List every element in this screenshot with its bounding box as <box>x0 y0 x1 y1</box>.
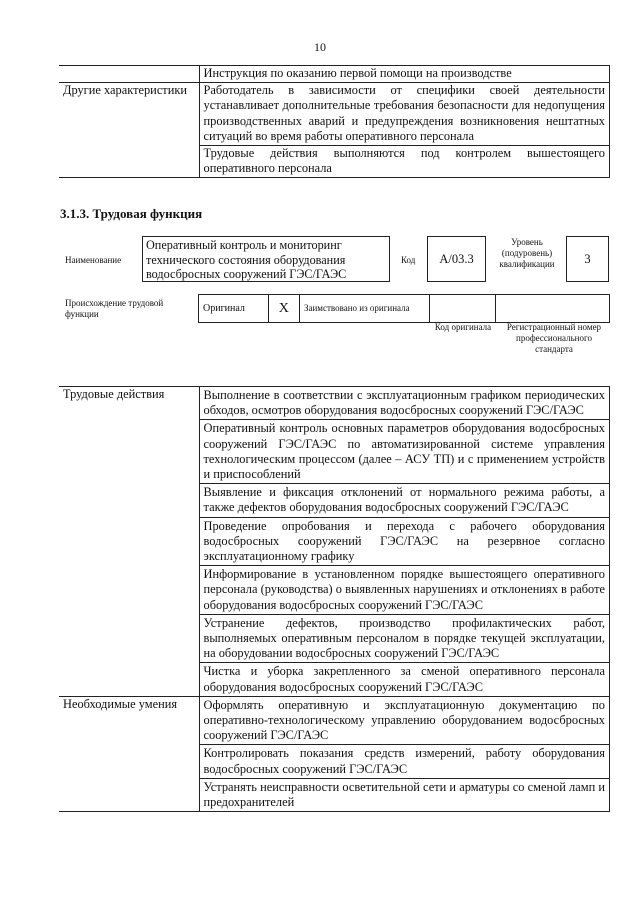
code-original-label: Код оригинала <box>434 322 492 332</box>
skills-label: Необходимые умения <box>59 696 199 811</box>
labor-action: Выявление и фиксация отклонений от нормального режима работы, а также дефектов оборудования водосбросных сооружений ГЭС/ГАЭС <box>199 484 610 517</box>
skill: Оформлять оперативную и эксплуатационную документацию по оперативно-технологическому управлению оборудованием водосбросных сооружений ГЭС/ГАЭС <box>199 696 610 745</box>
origin-label: Происхождение трудовой функции <box>65 298 164 319</box>
labor-actions-label: Трудовые действия <box>59 387 199 697</box>
function-details-table <box>59 386 610 812</box>
labor-action: Чистка и уборка закрепленного за сменой оперативного персонала оборудования водосбросных сооружений ГЭС/ГАЭС <box>199 663 610 696</box>
other-characteristics-label: Другие характеристики <box>59 82 199 177</box>
registration-cell <box>495 295 609 323</box>
section-title: 3.1.3. Трудовая функция <box>60 206 203 221</box>
table-row <box>59 696 610 745</box>
row-text: Работодатель в зависимости от специфики своей деятельности устанавливает дополнительные требования безопасности для недопущения производственных аварий и предупреждения возникновения нештатных ситуаций во время работы оперативного персонала <box>199 82 610 145</box>
code-original-cell <box>430 295 496 323</box>
row-text: Трудовые действия выполняются под контролем вышестоящего оперативного персонала <box>199 145 610 177</box>
level-value-box: 3 <box>566 236 609 282</box>
labor-action: Информирование в установленном порядке вышестоящего оперативного персонала (руководства) о выявленных нарушениях и отклонениях в работе оборудования водосбросных сооружений ГЭС/ГАЭС <box>199 566 610 615</box>
name-label: Наименование <box>65 255 122 265</box>
labor-action: Устранение дефектов, производство профилактических работ, выполняемых оперативным персоналом в порядке текущей эксплуатации, на оборудовании водосбросных сооружений ГЭС/ГАЭС <box>199 614 610 663</box>
labor-action: Проведение опробования и перехода с рабочего оборудования водосбросных сооружений ГЭС/ГАЭС на резервное согласно эксплуатационному графику <box>199 517 610 566</box>
function-name-box: Оперативный контроль и мониторинг технического состояния оборудования водосбросных сооружений ГЭС/ГАЭС <box>142 236 390 282</box>
original-label: Оригинал <box>199 295 269 323</box>
function-code-box: A/03.3 <box>427 236 486 282</box>
code-label: Код <box>401 255 416 265</box>
original-mark: X <box>268 295 299 323</box>
characteristics-table <box>59 65 610 178</box>
level-label: Уровень (подуровень) квалификации <box>499 237 555 269</box>
row-label <box>59 66 199 83</box>
registration-number-label: Регистрационный номер профессионального стандарта <box>506 322 602 354</box>
table-row <box>199 295 610 323</box>
table-row <box>59 387 610 420</box>
skill: Устранять неисправности осветительной сети и арматуры со сменой ламп и предохранителей <box>199 778 610 811</box>
labor-action: Выполнение в соответствии с эксплуатационным графиком периодических обходов, осмотров оборудования водосбросных сооружений ГЭС/ГАЭС <box>199 387 610 420</box>
table-row <box>59 66 610 83</box>
page-number: 10 <box>314 40 326 54</box>
row-text: Инструкция по оказанию первой помощи на производстве <box>199 66 610 83</box>
borrowed-label: Заимствовано из оригинала <box>299 295 429 323</box>
skill: Контролировать показания средств измерений, работу оборудования водосбросных сооружений ГЭС/ГАЭС <box>199 745 610 778</box>
origin-table <box>198 294 610 323</box>
table-row <box>59 82 610 145</box>
labor-action: Оперативный контроль основных параметров оборудования водосбросных сооружений ГЭС/ГАЭС по автоматизированной системе управления технологическим процессом (далее – АСУ ТП) и с применением устройств и приспособлений <box>199 420 610 484</box>
